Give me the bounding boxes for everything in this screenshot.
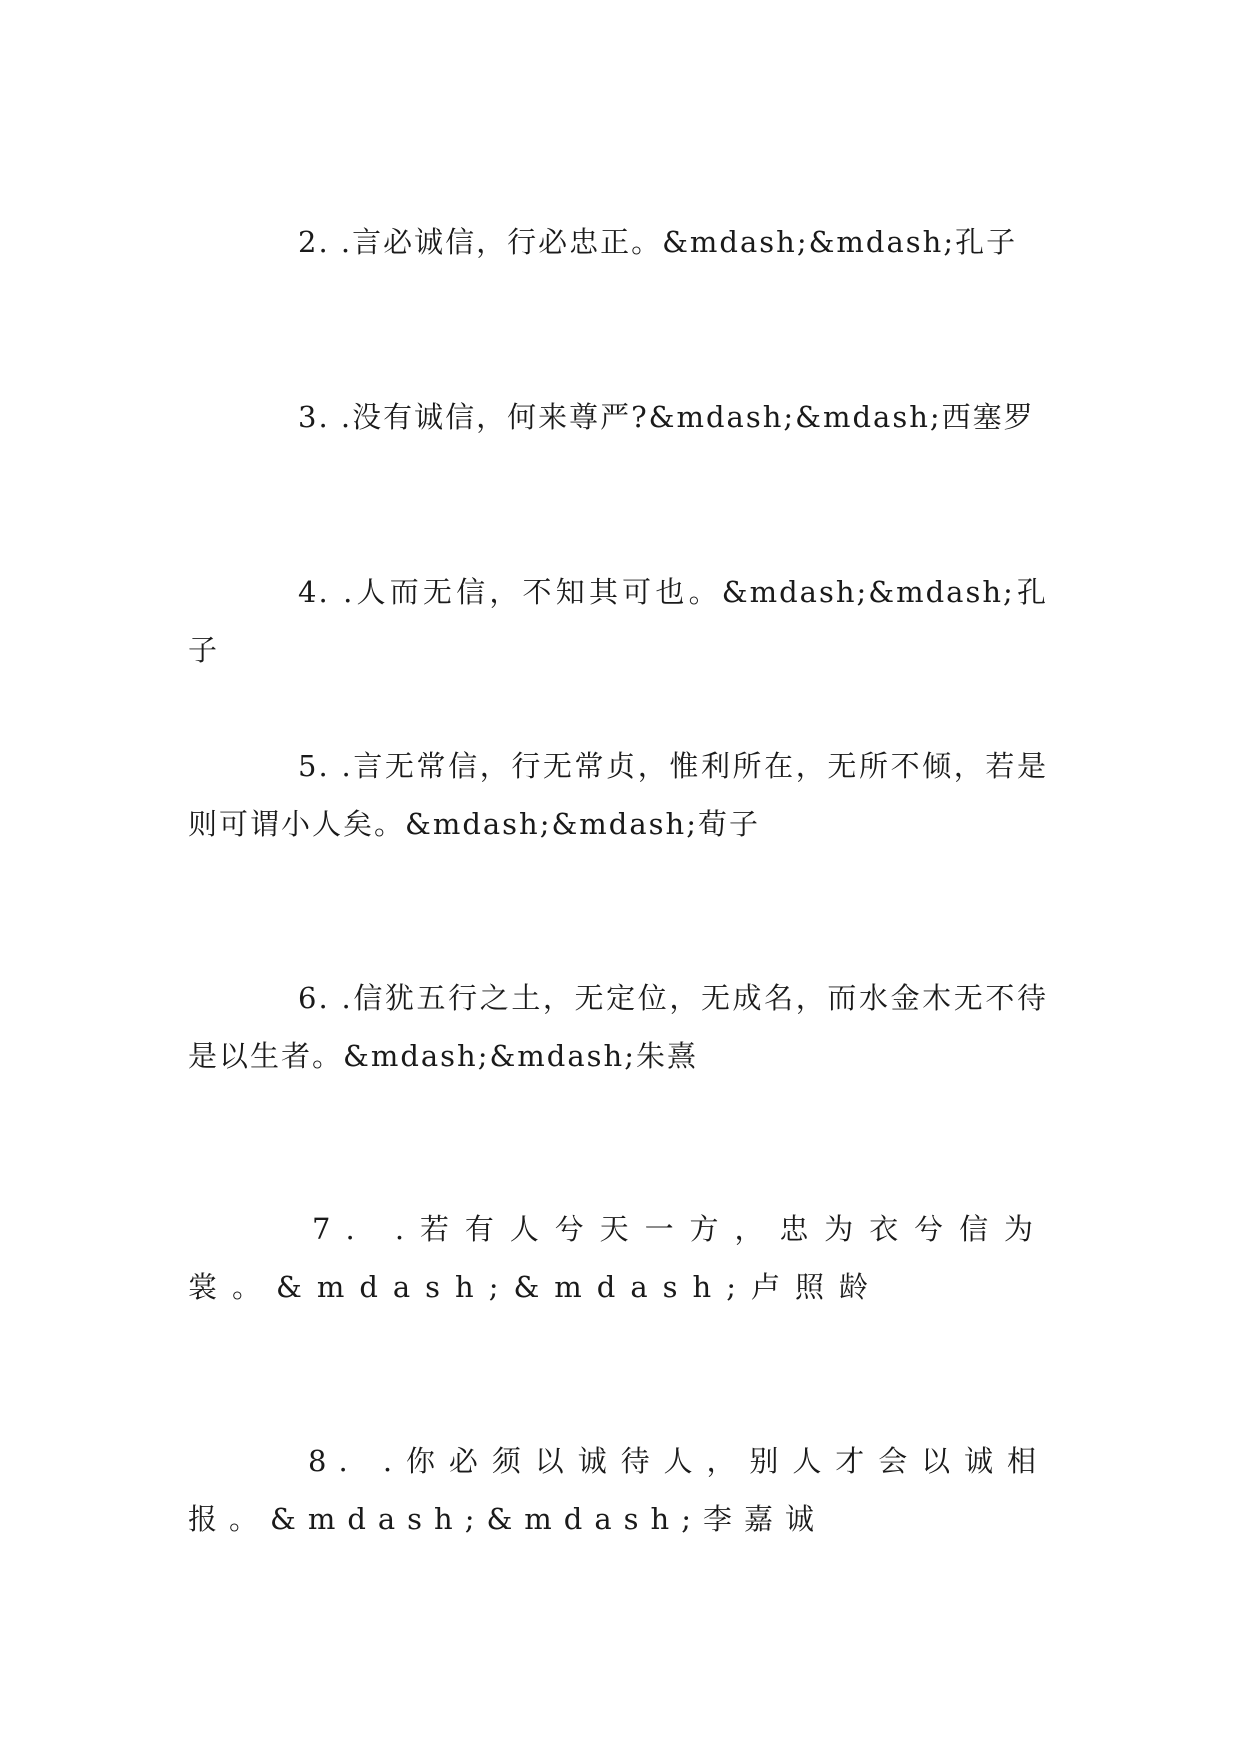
quote-paragraph: 5. .言无常信，行无常贞，惟利所在，无所不倾，若是则可谓小人矣。&mdash;&mdash;荀子 (188, 749, 1048, 841)
quote-paragraph: 3. .没有诚信，何来尊严?&mdash;&mdash;西塞罗 (298, 400, 1035, 434)
quote-paragraph: 6. .信犹五行之土，无定位，无成名，而水金木无不待是以生者。&mdash;&mdash;朱熹 (188, 981, 1048, 1073)
quote-paragraph: 4. .人而无信，不知其可也。&mdash;&mdash;孔子 (188, 575, 1048, 667)
quote-paragraph: 8. .你必须以诚待人，别人才会以诚相报。&mdash;&mdash;李嘉诚 (188, 1444, 1048, 1536)
quote-paragraph: 2. .言必诚信，行必忠正。&mdash;&mdash;孔子 (298, 225, 1018, 259)
quote-paragraph: 7. .若有人兮天一方，忠为衣兮信为裳。&mdash;&mdash;卢照龄 (188, 1212, 1048, 1304)
